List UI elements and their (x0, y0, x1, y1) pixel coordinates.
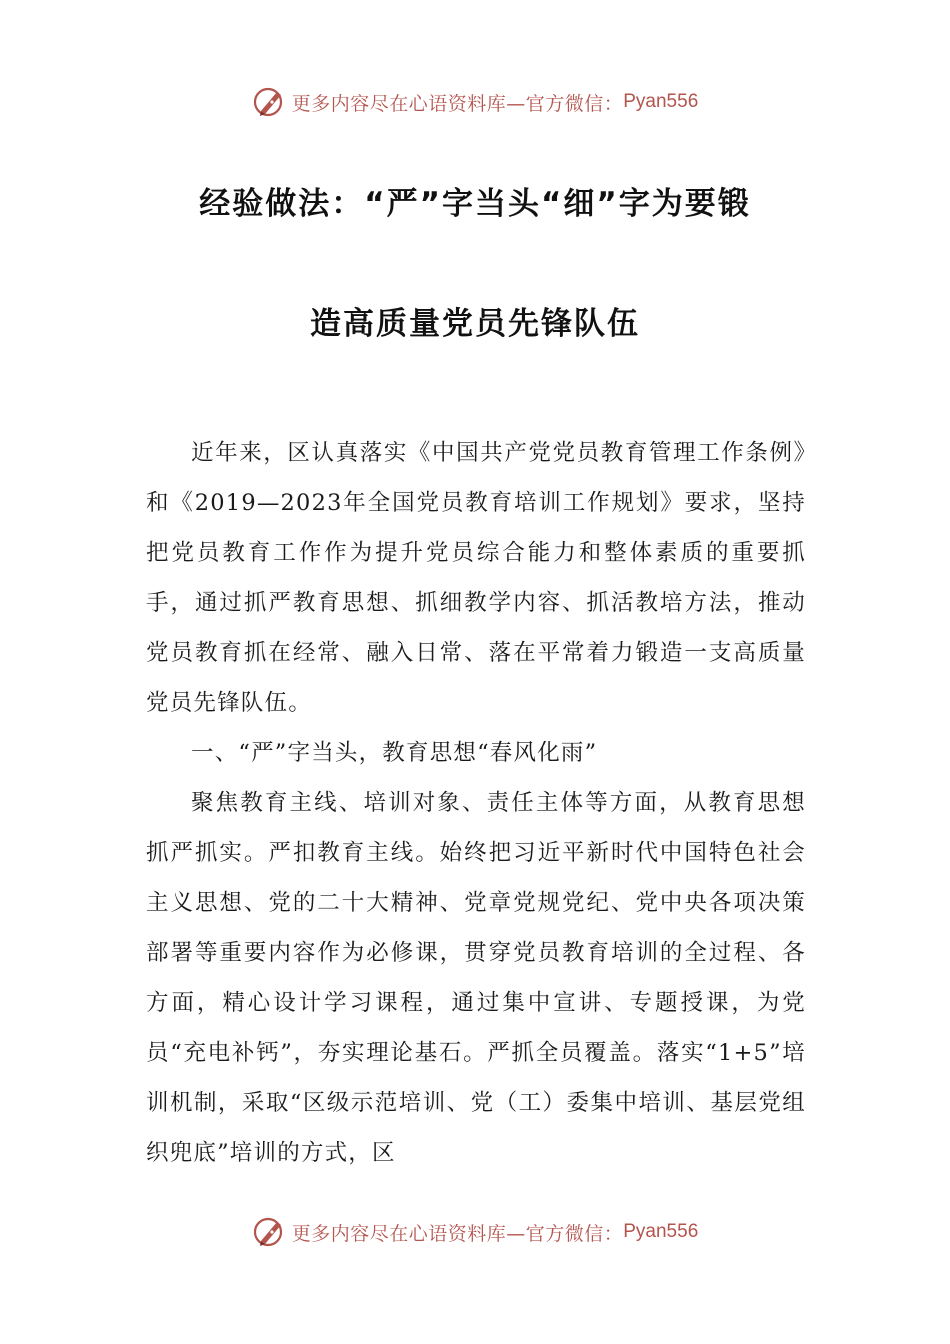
pen-nib-circle-icon (252, 1214, 288, 1250)
section-1-paragraph: 聚焦教育主线、培训对象、责任主体等方面，从教育思想抓严抓实。严扣教育主线。始终把习近平新时代中国特色社会主义思想、党的二十大精神、党章党规党纪、党中央各项决策部署等重要内容作为必修课，贯穿党员教育培训的全过程、各方面，精心设计学习课程，通过集中宣讲、专题授课，为党员“充电补钙”，夯实理论基石。严抓全员覆盖。落实“1+5”培训机制，采取“区级示范培训、党（工）委集中培训、基层党组织兜底”培训的方式，区 (146, 790, 806, 1166)
pen-nib-circle-icon (252, 84, 288, 120)
watermark-wechat-id: Pyan556 (623, 91, 699, 112)
document-title-line-1: 经验做法：“严”字当头“细”字为要锻 (199, 186, 751, 222)
intro-paragraph: 近年来，区认真落实《中国共产党党员教育管理工作条例》和《2019—2023年全国党员教育培训工作规划》要求，坚持把党员教育工作作为提升党员综合能力和整体素质的重要抓手，通过抓严教育思想、抓细教学内容、抓活教培方法，推动党员教育抓在经常、融入日常、落在平常着力锻造一支高质量党员先锋队伍。 (146, 440, 806, 716)
watermark-banner-top (0, 82, 950, 122)
watermark-text: 更多内容尽在心语资料库—官方微信： (291, 1222, 624, 1245)
watermark-wechat-id: Pyan556 (623, 1221, 699, 1242)
watermark-banner-bottom (0, 1212, 950, 1252)
document-title-line-2: 造高质量党员先锋队伍 (310, 306, 640, 342)
watermark-text: 更多内容尽在心语资料库—官方微信： (291, 92, 624, 115)
section-heading-1: 一、“严”字当头，教育思想“春风化雨” (191, 740, 598, 766)
document-body (146, 428, 806, 1178)
